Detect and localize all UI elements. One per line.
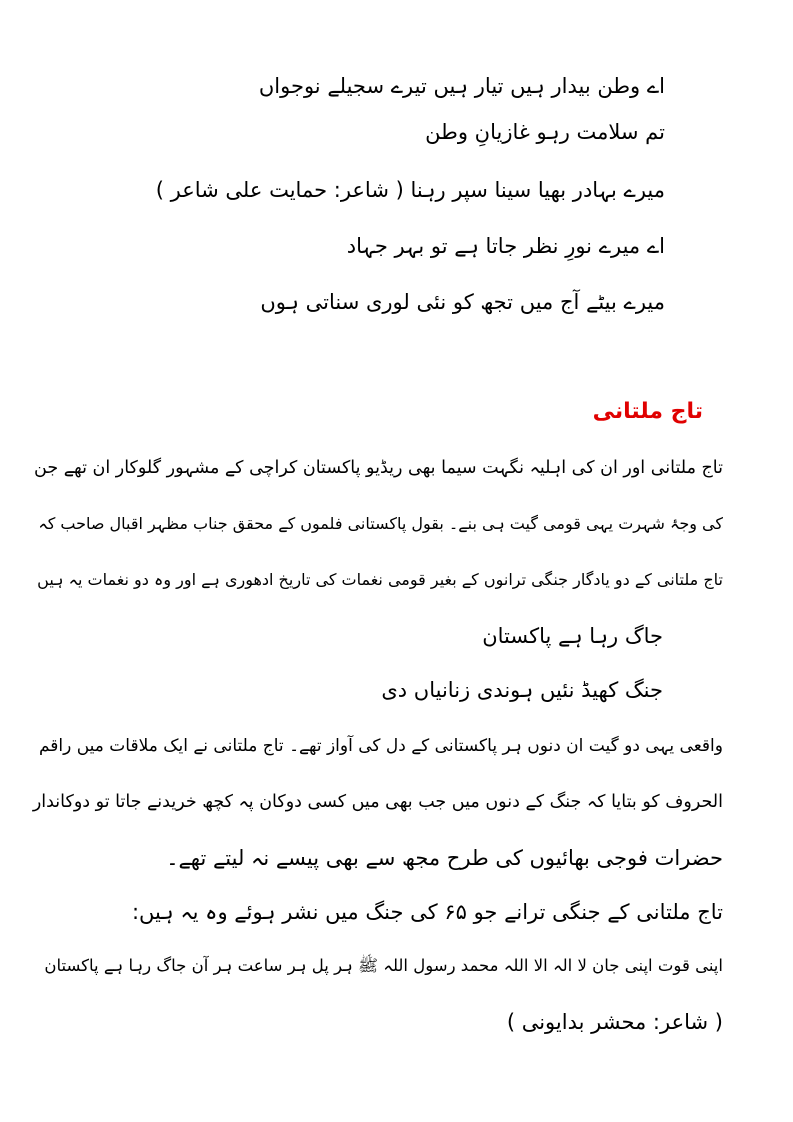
- section-heading: تاج ملتانی: [592, 399, 703, 424]
- paragraph-line: واقعی یہی دو گیت ان دنوں ہر پاکستانی کے دل کی آواز تھے۔ تاج ملتانی نے ایک ملاقات میں راقم: [38, 736, 723, 756]
- paragraph-line: تاج ملتانی اور ان کی اہلیہ نگہت سیما بھی ریڈیو پاکستان کراچی کے مشہور گلوکار ان تھے جن: [34, 458, 723, 478]
- paragraph-line: حضرات فوجی بھائیوں کی طرح مجھ سے بھی پیسے نہ لیتے تھے۔: [166, 846, 723, 870]
- song-title: جاگ رہا ہے پاکستان: [482, 624, 663, 648]
- poem-line: تم سلامت رہو غازیانِ وطن: [425, 120, 665, 144]
- paragraph-line: کی وجۂ شہرت یہی قومی گیت ہی بنے۔ بقول پاکستانی فلموں کے محقق جناب مظہر اقبال صاحب کہ: [38, 514, 723, 533]
- paragraph-line: تاج ملتانی کے جنگی ترانے جو ۶۵ کی جنگ میں نشر ہوئے وہ یہ ہیں:: [131, 900, 723, 924]
- paragraph-line: الحروف کو بتایا کہ جنگ کے دنوں میں جب بھی میں کسی دوکان پہ کچھ خریدنے جاتا تو دوکاندار: [32, 792, 723, 812]
- paragraph-line: تاج ملتانی کے دو یادگار جنگی ترانوں کے بغیر قومی نغمات کی تاریخ ادھوری ہے اور وہ دو نغمات یہ ہیں: [37, 570, 723, 589]
- poem-line: میرے بیٹے آج میں تجھ کو نئی لوری سناتی ہوں: [260, 290, 665, 314]
- poem-line: میرے بہادر بھیا سینا سپر رہنا ( شاعر: حمایت علی شاعر ): [155, 178, 665, 202]
- poem-line: اے میرے نورِ نظر جاتا ہے تو بہر جہاد: [346, 234, 665, 258]
- poem-line: اے وطن بیدار ہیں تیار ہیں تیرے سجیلے نوجواں: [258, 74, 665, 98]
- song-title: اپنی قوت اپنی جان لا الہ الا اللہ محمد رسول اللہ ﷺ ہر پل ہر ساعت ہر آن جاگ رہا ہے پاکستان: [44, 956, 723, 975]
- poet-credit: ( شاعر: محشر بدایونی ): [506, 1010, 723, 1034]
- song-title: جنگ کھیڈ نئیں ہوندی زنانیاں دی: [381, 678, 663, 702]
